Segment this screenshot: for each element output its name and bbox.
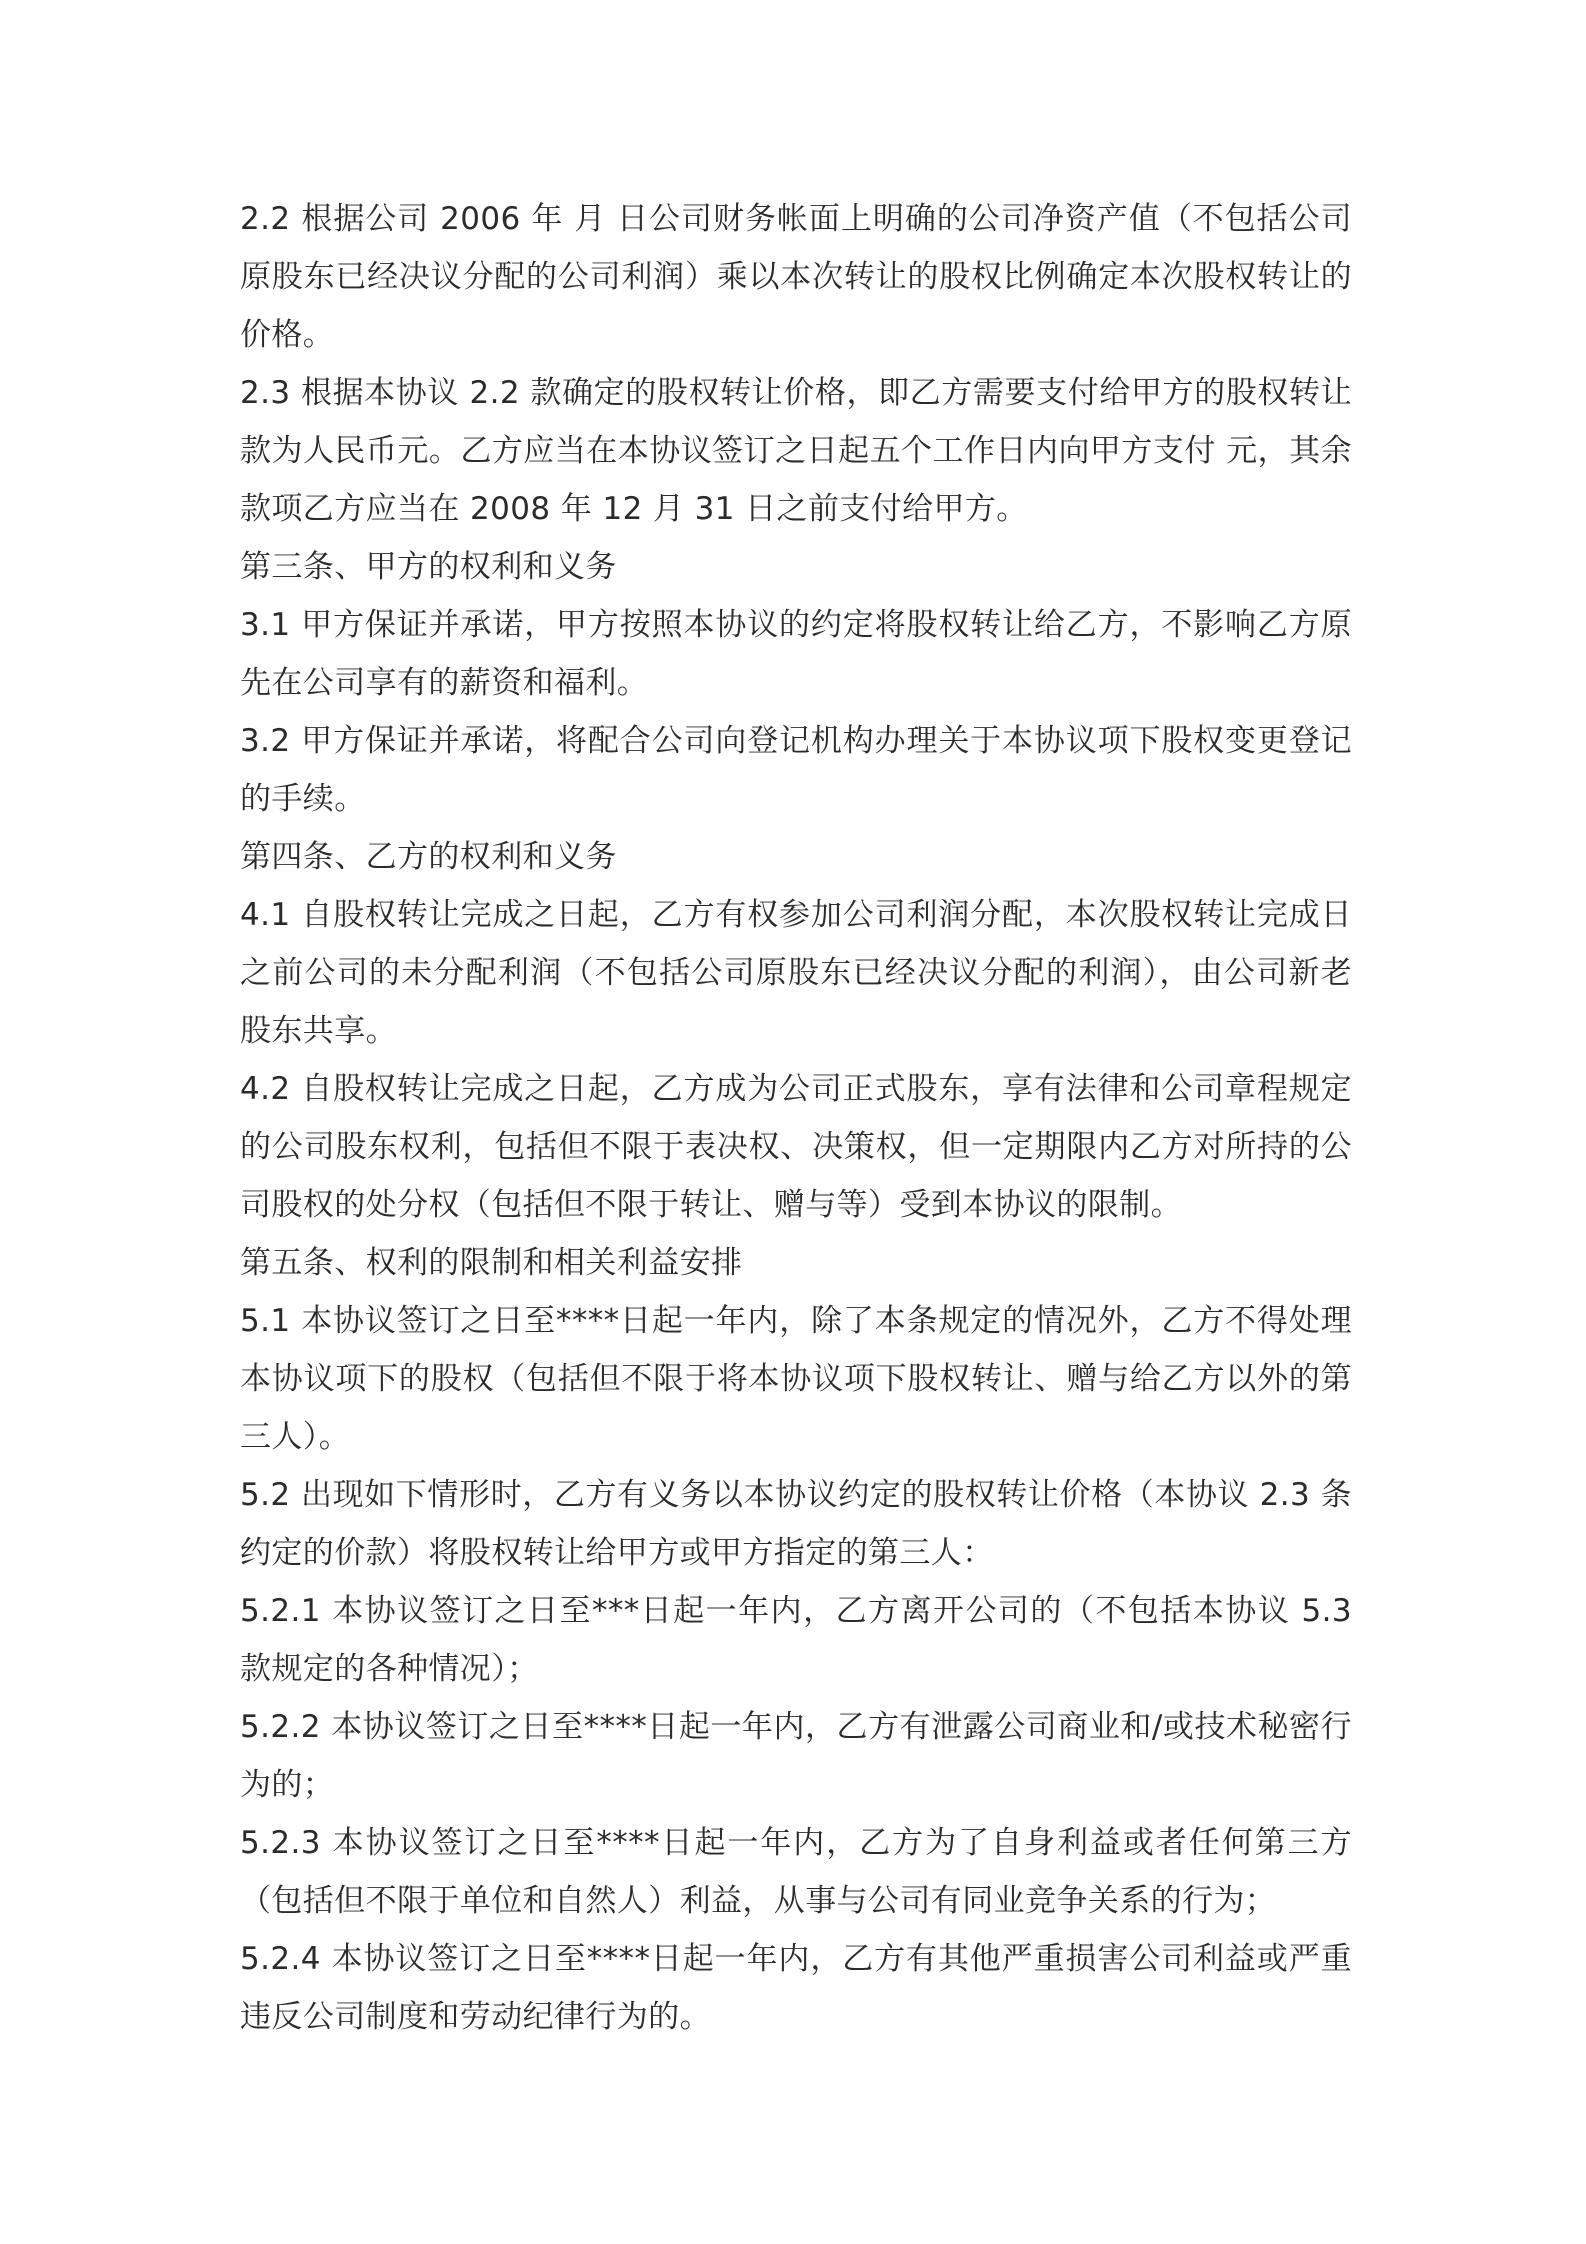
paragraph-5-1: 5.1 本协议签订之日至****日起一年内，除了本条规定的情况外，乙方不得处理本协议项下的股权（包括但不限于将本协议项下股权转让、赠与给乙方以外的第三人）。 [240,1303,1352,1455]
paragraph-5-2-1: 5.2.1 本协议签订之日至***日起一年内，乙方离开公司的（不包括本协议 5.3 款规定的各种情况）； [240,1593,1352,1687]
paragraph-5-2-3: 5.2.3 本协议签订之日至****日起一年内，乙方为了自身利益或者任何第三方（包括但不限于单位和自然人）利益，从事与公司有同业竞争关系的行为； [240,1825,1352,1919]
article-3-heading: 第三条、甲方的权利和义务 [240,549,617,585]
paragraph-2-3: 2.3 根据本协议 2.2 款确定的股权转让价格，即乙方需要支付给甲方的股权转让款为人民币元。乙方应当在本协议签订之日起五个工作日内向甲方支付 元，其余款项乙方应当在 2008 年 12 月 31 日之前支付给甲方。 [240,375,1352,527]
document-body [240,190,1352,2046]
paragraph-3-1: 3.1 甲方保证并承诺，甲方按照本协议的约定将股权转让给乙方，不影响乙方原先在公司享有的薪资和福利。 [240,607,1352,701]
paragraph-3-2: 3.2 甲方保证并承诺，将配合公司向登记机构办理关于本协议项下股权变更登记的手续。 [240,723,1352,817]
article-4-heading: 第四条、乙方的权利和义务 [240,839,617,875]
paragraph-2-2: 2.2 根据公司 2006 年 月 日公司财务帐面上明确的公司净资产值（不包括公司原股东已经决议分配的公司利润）乘以本次转让的股权比例确定本次股权转让的价格。 [240,201,1352,353]
article-5-heading: 第五条、权利的限制和相关利益安排 [240,1245,743,1281]
paragraph-5-2: 5.2 出现如下情形时，乙方有义务以本协议约定的股权转让价格（本协议 2.3 条约定的价款）将股权转让给甲方或甲方指定的第三人： [240,1477,1352,1571]
paragraph-4-2: 4.2 自股权转让完成之日起，乙方成为公司正式股东，享有法律和公司章程规定的公司股东权利，包括但不限于表决权、决策权，但一定期限内乙方对所持的公司股权的处分权（包括但不限于转让、赠与等）受到本协议的限制。 [240,1071,1352,1223]
paragraph-5-2-4: 5.2.4 本协议签订之日至****日起一年内，乙方有其他严重损害公司利益或严重违反公司制度和劳动纪律行为的。 [240,1941,1352,2035]
paragraph-5-2-2: 5.2.2 本协议签订之日至****日起一年内，乙方有泄露公司商业和/或技术秘密行为的； [240,1709,1352,1803]
paragraph-4-1: 4.1 自股权转让完成之日起，乙方有权参加公司利润分配，本次股权转让完成日之前公司的未分配利润（不包括公司原股东已经决议分配的利润），由公司新老股东共享。 [240,897,1352,1049]
